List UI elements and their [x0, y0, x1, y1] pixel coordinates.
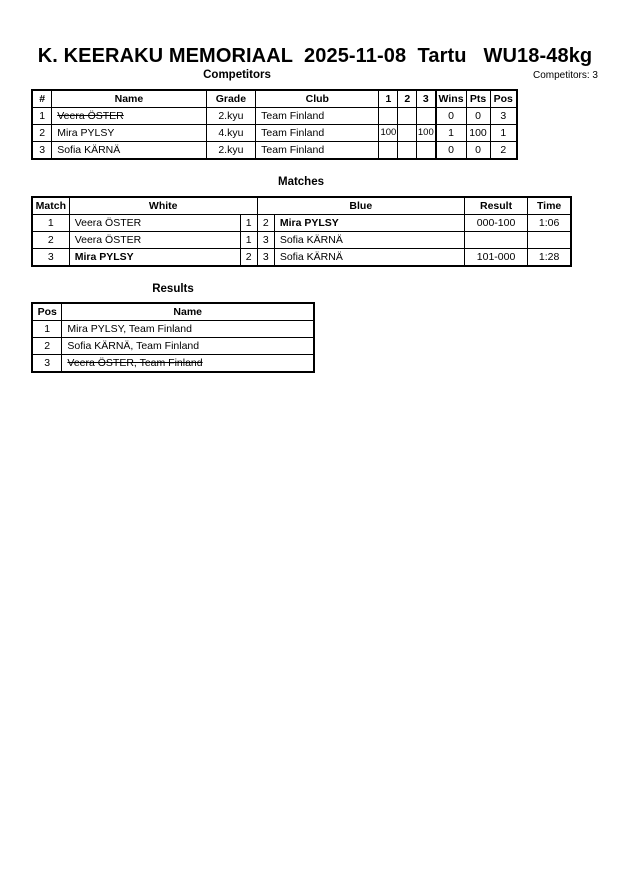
matches-heading: Matches: [277, 176, 325, 188]
blue-competitor: Sofia KÄRNÄ: [274, 232, 464, 249]
competitor-pts: 0: [466, 142, 490, 160]
table-row: [32, 125, 517, 142]
result-name: Veera ÖSTER, Team Finland: [62, 355, 314, 373]
matches-table: [31, 196, 572, 267]
match-result: 000-100: [464, 215, 527, 232]
competitor-name: Sofia KÄRNÄ: [52, 142, 206, 160]
col-pts: Pts: [466, 90, 490, 108]
col-blue: Blue: [257, 197, 464, 215]
score-cell: 100: [379, 125, 398, 142]
competitor-pts: 0: [466, 108, 490, 125]
match-time: 1:28: [528, 249, 571, 267]
table-row: [32, 355, 314, 373]
competitor-wins: 0: [436, 142, 467, 160]
table-row: [32, 249, 571, 267]
col-result: Result: [464, 197, 527, 215]
col-result-pos: Pos: [32, 303, 62, 321]
blue-competitor: Mira PYLSY: [274, 215, 464, 232]
result-pos: 3: [32, 355, 62, 373]
col-score-3: 3: [417, 90, 436, 108]
col-score-1: 1: [379, 90, 398, 108]
result-name: Mira PYLSY, Team Finland: [62, 321, 314, 338]
table-row: [32, 338, 314, 355]
col-result-name: Name: [62, 303, 314, 321]
white-competitor: Mira PYLSY: [69, 249, 240, 267]
col-num: #: [32, 90, 52, 108]
table-row: [32, 321, 314, 338]
table-row: [32, 215, 571, 232]
score-cell: [379, 108, 398, 125]
competitor-grade: 2.kyu: [206, 108, 256, 125]
blue-competitor: Sofia KÄRNÄ: [274, 249, 464, 267]
competitors-header-row: [32, 90, 517, 108]
col-white: White: [69, 197, 257, 215]
match-time: [528, 232, 571, 249]
match-number: 1: [32, 215, 69, 232]
table-row: [32, 142, 517, 160]
competitor-club: Team Finland: [256, 108, 379, 125]
competitors-table: [31, 89, 518, 160]
table-row: [32, 108, 517, 125]
results-table: [31, 302, 315, 373]
table-row: [32, 232, 571, 249]
match-number: 2: [32, 232, 69, 249]
white-competitor: Veera ÖSTER: [69, 215, 240, 232]
competitor-num: 1: [32, 108, 52, 125]
result-pos: 2: [32, 338, 62, 355]
col-grade: Grade: [206, 90, 256, 108]
score-cell: 100: [417, 125, 436, 142]
col-score-2: 2: [398, 90, 417, 108]
col-wins: Wins: [436, 90, 467, 108]
score-cell: [417, 142, 436, 160]
matches-header-row: [32, 197, 571, 215]
match-result: [464, 232, 527, 249]
col-club: Club: [256, 90, 379, 108]
competitor-name: Veera ÖSTER: [52, 108, 206, 125]
score-cell: [398, 108, 417, 125]
match-result: 101-000: [464, 249, 527, 267]
white-number: 1: [240, 215, 257, 232]
result-name: Sofia KÄRNÄ, Team Finland: [62, 338, 314, 355]
competitor-num: 2: [32, 125, 52, 142]
competitors-heading: Competitors: [203, 69, 271, 81]
competitor-pts: 100: [466, 125, 490, 142]
col-match: Match: [32, 197, 69, 215]
competitor-pos: 1: [490, 125, 517, 142]
competitor-grade: 4.kyu: [206, 125, 256, 142]
score-cell: [398, 142, 417, 160]
competitor-wins: 0: [436, 108, 467, 125]
white-number: 1: [240, 232, 257, 249]
blue-number: 3: [257, 232, 274, 249]
results-header-row: [32, 303, 314, 321]
competitors-count: Competitors: 3: [532, 70, 598, 81]
match-time: 1:06: [528, 215, 571, 232]
col-time: Time: [528, 197, 571, 215]
competitor-name: Mira PYLSY: [52, 125, 206, 142]
col-pos: Pos: [490, 90, 517, 108]
competitor-num: 3: [32, 142, 52, 160]
score-cell: [379, 142, 398, 160]
blue-number: 2: [257, 215, 274, 232]
competitor-club: Team Finland: [256, 142, 379, 160]
result-pos: 1: [32, 321, 62, 338]
score-cell: [417, 108, 436, 125]
competitor-pos: 2: [490, 142, 517, 160]
competitor-grade: 2.kyu: [206, 142, 256, 160]
competitor-wins: 1: [436, 125, 467, 142]
score-cell: [398, 125, 417, 142]
page-title: K. KEERAKU MEMORIAAL 2025-11-08 Tartu WU18-48kg: [37, 45, 593, 67]
col-name: Name: [52, 90, 206, 108]
competitor-pos: 3: [490, 108, 517, 125]
match-number: 3: [32, 249, 69, 267]
competitor-club: Team Finland: [256, 125, 379, 142]
white-competitor: Veera ÖSTER: [69, 232, 240, 249]
results-heading: Results: [152, 283, 194, 295]
white-number: 2: [240, 249, 257, 267]
blue-number: 3: [257, 249, 274, 267]
